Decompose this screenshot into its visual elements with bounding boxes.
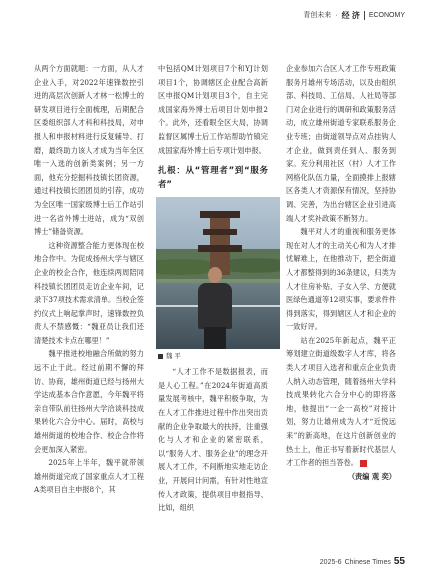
photo-pagoda-roof-bottom xyxy=(198,245,242,252)
photo-pagoda-roof-middle xyxy=(203,229,237,235)
col3-paragraph-3-text: 站在2025年新起点，魏平正筹划建立街道级数字人才库，将各类人才项目入选者和重点企业负责人纳入动态管理，随着扬州大学科技成果转化六合分中心的即将落地，他提出“一企一高校”对接计划，努力让雄州成为人才“近悦远来”的新高地，在这片创新创业的热土上，他正书写着新时代基层人才工作者的担当答卷。 xyxy=(286,335,396,468)
col1-paragraph-1: 从两个方面就题：一方面，从人才企业入手，对2022年速锋数控引进的高层次创新人才林一松博士的研发项目进行全面梳理，后期配合区委组织部人才科和科技局，对申报人和申报材料进行反复辅导、打磨，最终助力该人才成为当年全区唯一入选的创新类案例；另一方面，他充分挖掘科技镇长团资源，通过科技镇长团团员的引荐，成功为全区唯一国家级博士后工作站引进一名省外博士进站，成为“双创博士”储备资源。 xyxy=(34,64,144,237)
col1-paragraph-2: 这种资源整合能力更体现在校地合作中。为促成扬州大学与辖区企业的校企合作，他连续两周陪同科技镇长团团员走访企业车间，记录下37项技术需求清单。当校企签约仪式上响起掌声时，速锋数控负责人不禁感慨：“魏亚员让我们还清楚技术卡点在哪里！” xyxy=(34,240,144,345)
col1-paragraph-3: 魏平推进校地融合所做的努力远不止于此。经过前期不懈的拜访、协商，雄州街道已经与扬州大学达成基本合作意愿，今年魏平将亲自带队前往扬州大学洽谈科技成果转化六合分中心。届时，高校与雄州街道的校地合作、校企合作将会更加深入紧密。 xyxy=(34,349,144,454)
photo-person-head xyxy=(208,267,222,283)
footer-magazine: Chinese Times xyxy=(344,559,391,566)
photo-caption xyxy=(158,351,268,361)
col2-paragraph-2: “人才工作不是数据报表，而是人心工程。”在2024年街道高质量发展考核中，魏平积极争取，为在人才工作推进过程中作出突出贡献的企业争取最大的扶持，注重强化与人才和企业的紧密联系，以“服务人才、服务企业”的理念开展人才工作，不间断地实地走访企业，开展问计问需，有针对性地宣传人才政策，提供项目申报指导、比如，组织 xyxy=(158,367,268,513)
header-series: 青创未来 xyxy=(303,12,332,19)
caption-square-icon xyxy=(158,354,163,359)
col3-paragraph-2: 魏平对人才的重视和服务更体现在对人才的主动关心和为人才排忧解难上，在他推动下，把全街道人才都整得到的36条建议，归类为人才住房补贴、子女入学、方便就医绿色通道等12项实事，要求件件得到落实，得到辖区人才和企业的一致好评。 xyxy=(286,227,396,332)
column-2 xyxy=(158,62,268,515)
page-footer xyxy=(320,556,405,567)
header-separator: · xyxy=(335,11,338,19)
portrait-photo xyxy=(156,197,280,349)
section-title: 扎根：从“管理者”到“服务者” xyxy=(158,165,268,190)
photo-person-legs xyxy=(204,327,226,349)
column-1 xyxy=(34,62,144,497)
column-3 xyxy=(286,62,396,483)
page-header xyxy=(303,8,405,22)
col2-paragraph-1: 中包括QM计划项目7个和YJ计划项目1个，协调辖区企业配合高新区申报QM计划项目3个，自主完成国家海外博士后项目计划申报2个。此外，还看眼全区大局，协调监督区属博士后工作站帮助竹镇完成国家海外博士后专项计划申报。 xyxy=(158,64,268,155)
editor-byline: （责编 观 奕） xyxy=(347,471,396,481)
col3-paragraph-1: 企业参加六合区人才工作专班政策服务月雄州专场活动，以及由组织部、科技局、工信局、人社局等部门对企业进行的调研和政策服务活动，成立雄州街道专家联系服务企业专班；由街道领导点对点挂钩人才企业，做到责任到人、服务到家。充分利用社区（村）人才工作网格化队伍力量，全面摸排上报辖区各类人才资源保有情况，坚持协调、完善，为出台辖区企业引进高端人才奖补政策不断努力。 xyxy=(286,64,396,223)
header-english: ECONOMY xyxy=(368,11,405,19)
col3-paragraph-3 xyxy=(286,334,396,470)
header-divider xyxy=(364,11,365,20)
page-number: 55 xyxy=(393,556,405,567)
photo-caption-text: 魏 平 xyxy=(166,352,181,361)
header-section: 经 济 xyxy=(341,10,360,20)
end-mark-icon xyxy=(360,460,367,467)
footer-issue: 2025-6 xyxy=(319,559,342,566)
photo-pagoda-roof-top xyxy=(200,211,240,218)
col1-paragraph-4: 2025年上半年，魏平就带领雄州街道完成了国家重点人才工程A类项目自主申报8个，其 xyxy=(34,458,144,495)
photo-person-body xyxy=(198,283,232,329)
